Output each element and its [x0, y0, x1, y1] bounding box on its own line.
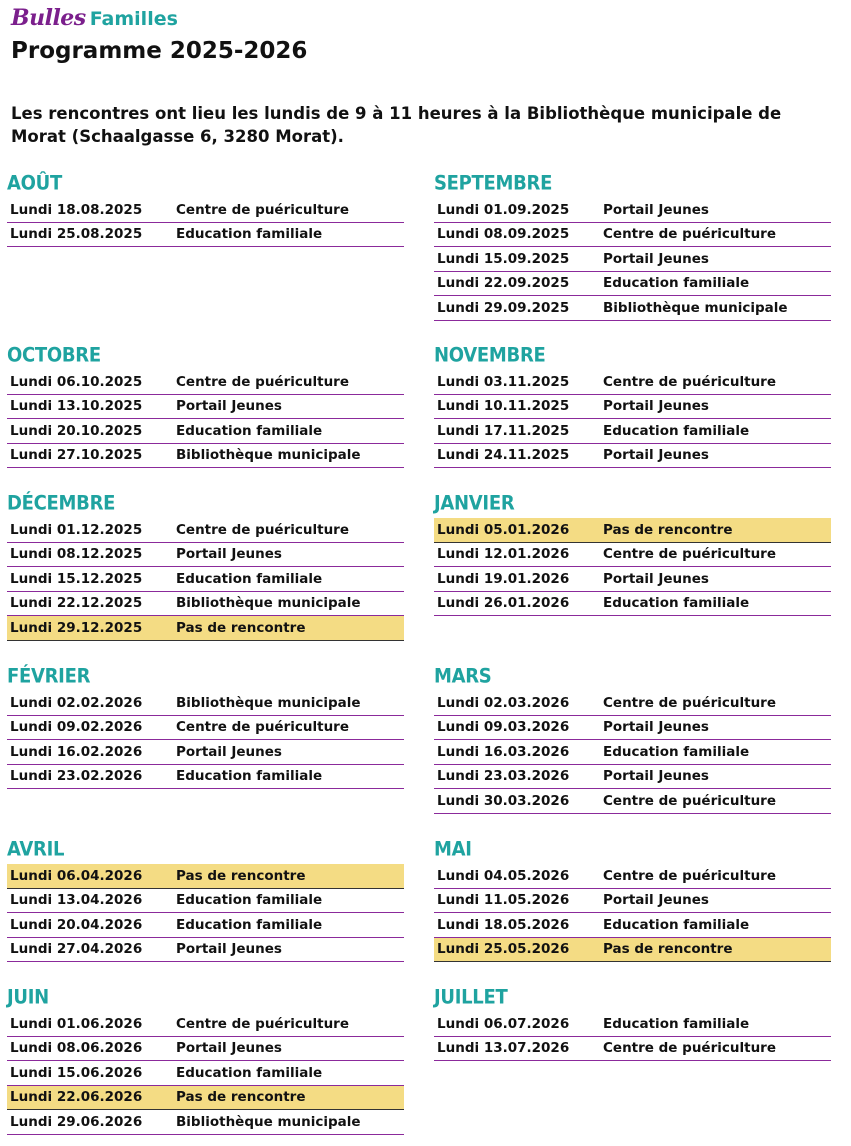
brand-familles: Familles [89, 8, 178, 30]
session-row [434, 1012, 831, 1037]
session-place: Pas de rencontre [176, 867, 306, 884]
session-date: Lundi 20.10.2025 [10, 422, 143, 439]
session-date: Lundi 19.01.2026 [437, 570, 570, 587]
session-date: Lundi 01.06.2026 [10, 1015, 143, 1032]
session-row [434, 444, 831, 469]
month-title: OCTOBRE [7, 344, 101, 367]
month-block [7, 170, 404, 247]
session-place: Centre de puériculture [176, 201, 349, 218]
month-title: AOÛT [7, 172, 62, 195]
month-title: DÉCEMBRE [7, 492, 116, 515]
session-place: Portail Jeunes [176, 546, 282, 563]
session-row-cancelled [7, 864, 404, 889]
session-place: Bibliothèque municipale [603, 299, 788, 316]
session-place: Centre de puériculture [603, 694, 776, 711]
session-row [434, 567, 831, 592]
session-row [434, 691, 831, 716]
month-title: MAI [434, 838, 472, 861]
session-place: Education familiale [603, 1015, 750, 1032]
month-title: SEPTEMBRE [434, 172, 553, 195]
session-date: Lundi 26.01.2026 [437, 595, 570, 612]
session-row [7, 567, 404, 592]
month-block [7, 342, 404, 468]
session-date: Lundi 03.11.2025 [437, 373, 570, 390]
session-row [434, 1037, 831, 1062]
session-date: Lundi 27.04.2026 [10, 941, 143, 958]
month-block [434, 342, 831, 468]
session-date: Lundi 08.12.2025 [10, 546, 143, 563]
session-place: Education familiale [176, 422, 323, 439]
session-date: Lundi 18.05.2026 [437, 916, 570, 933]
session-place: Portail Jeunes [603, 398, 709, 415]
session-row [434, 889, 831, 914]
session-place: Portail Jeunes [603, 201, 709, 218]
session-date: Lundi 22.06.2026 [10, 1089, 143, 1106]
session-row [434, 716, 831, 741]
session-date: Lundi 23.03.2026 [437, 768, 570, 785]
session-place: Centre de puériculture [603, 1040, 776, 1057]
session-place: Education familiale [176, 892, 323, 909]
month-block [7, 663, 404, 789]
session-date: Lundi 15.09.2025 [437, 250, 570, 267]
session-place: Portail Jeunes [603, 768, 709, 785]
session-row [7, 223, 404, 248]
session-place: Education familiale [176, 768, 323, 785]
session-date: Lundi 08.06.2026 [10, 1040, 143, 1057]
session-row [434, 765, 831, 790]
session-date: Lundi 10.11.2025 [437, 398, 570, 415]
month-block [434, 490, 831, 616]
session-place: Education familiale [176, 226, 323, 243]
session-date: Lundi 05.01.2026 [437, 521, 570, 538]
session-date: Lundi 20.04.2026 [10, 916, 143, 933]
session-row [7, 444, 404, 469]
session-row [7, 913, 404, 938]
session-row [7, 419, 404, 444]
month-block [7, 836, 404, 962]
month-title: AVRIL [7, 838, 65, 861]
session-place: Education familiale [176, 1064, 323, 1081]
session-place: Portail Jeunes [603, 719, 709, 736]
session-place: Centre de puériculture [176, 719, 349, 736]
session-place: Pas de rencontre [176, 619, 306, 636]
session-place: Bibliothèque municipale [176, 694, 361, 711]
session-place: Bibliothèque municipale [176, 1113, 361, 1130]
session-row [434, 370, 831, 395]
session-date: Lundi 06.07.2026 [437, 1015, 570, 1032]
session-place: Centre de puériculture [603, 546, 776, 563]
session-row [434, 296, 831, 321]
session-row [434, 913, 831, 938]
session-date: Lundi 25.05.2026 [437, 941, 570, 958]
month-title: JANVIER [434, 492, 515, 515]
session-row [434, 543, 831, 568]
session-date: Lundi 08.09.2025 [437, 226, 570, 243]
session-row [434, 740, 831, 765]
session-date: Lundi 06.10.2025 [10, 373, 143, 390]
session-row [7, 518, 404, 543]
session-row [7, 1061, 404, 1086]
session-row [434, 272, 831, 297]
month-block [434, 836, 831, 962]
session-row [7, 1037, 404, 1062]
session-place: Pas de rencontre [603, 521, 733, 538]
session-row [7, 889, 404, 914]
session-row [434, 198, 831, 223]
session-place: Education familiale [603, 595, 750, 612]
session-place: Portail Jeunes [176, 1040, 282, 1057]
month-title: NOVEMBRE [434, 344, 546, 367]
session-place: Portail Jeunes [176, 398, 282, 415]
intro-text: Les rencontres ont lieu les lundis de 9 à 11 heures à la Bibliothèque municipale de Morat (Schaalgasse 6, 3280 Morat). [11, 104, 782, 146]
session-date: Lundi 13.07.2026 [437, 1040, 570, 1057]
session-row [434, 789, 831, 814]
session-place: Pas de rencontre [603, 941, 733, 958]
session-row [434, 419, 831, 444]
session-date: Lundi 01.09.2025 [437, 201, 570, 218]
brand-logo [11, 5, 178, 35]
session-row [7, 716, 404, 741]
session-row [434, 864, 831, 889]
session-place: Centre de puériculture [603, 373, 776, 390]
session-row [7, 395, 404, 420]
session-date: Lundi 16.03.2026 [437, 743, 570, 760]
session-date: Lundi 18.08.2025 [10, 201, 143, 218]
session-date: Lundi 29.06.2026 [10, 1113, 143, 1130]
month-title: MARS [434, 665, 492, 688]
session-place: Centre de puériculture [176, 373, 349, 390]
session-place: Education familiale [603, 422, 750, 439]
session-row [434, 395, 831, 420]
session-date: Lundi 11.05.2026 [437, 892, 570, 909]
session-row [7, 691, 404, 716]
session-place: Portail Jeunes [603, 892, 709, 909]
session-place: Portail Jeunes [176, 941, 282, 958]
session-place: Education familiale [176, 570, 323, 587]
session-date: Lundi 23.02.2026 [10, 768, 143, 785]
session-date: Lundi 06.04.2026 [10, 867, 143, 884]
session-date: Lundi 16.02.2026 [10, 743, 143, 760]
session-date: Lundi 30.03.2026 [437, 792, 570, 809]
session-date: Lundi 04.05.2026 [437, 867, 570, 884]
session-date: Lundi 29.09.2025 [437, 299, 570, 316]
session-row [434, 592, 831, 617]
session-row [7, 740, 404, 765]
session-row [7, 198, 404, 223]
session-row [7, 1012, 404, 1037]
session-date: Lundi 12.01.2026 [437, 546, 570, 563]
session-place: Bibliothèque municipale [176, 447, 361, 464]
session-date: Lundi 29.12.2025 [10, 619, 143, 636]
brand-bulles: Bulles [11, 5, 86, 31]
session-row [7, 1110, 404, 1135]
session-row-cancelled [434, 518, 831, 543]
session-row [434, 223, 831, 248]
session-place: Centre de puériculture [176, 1015, 349, 1032]
month-title: JUIN [7, 986, 49, 1009]
session-place: Education familiale [176, 916, 323, 933]
session-row-cancelled [434, 938, 831, 963]
session-row-cancelled [7, 616, 404, 641]
session-place: Portail Jeunes [603, 250, 709, 267]
session-date: Lundi 09.03.2026 [437, 719, 570, 736]
session-place: Education familiale [603, 743, 750, 760]
session-date: Lundi 22.09.2025 [437, 275, 570, 292]
session-row [7, 938, 404, 963]
session-place: Centre de puériculture [176, 521, 349, 538]
session-place: Portail Jeunes [603, 447, 709, 464]
session-row [7, 543, 404, 568]
session-place: Portail Jeunes [176, 743, 282, 760]
month-block [7, 490, 404, 641]
month-block [434, 984, 831, 1061]
session-date: Lundi 25.08.2025 [10, 226, 143, 243]
session-row [434, 247, 831, 272]
session-place: Centre de puériculture [603, 867, 776, 884]
session-date: Lundi 15.12.2025 [10, 570, 143, 587]
session-place: Centre de puériculture [603, 792, 776, 809]
session-date: Lundi 17.11.2025 [437, 422, 570, 439]
month-title: JUILLET [434, 986, 508, 1009]
session-date: Lundi 22.12.2025 [10, 595, 143, 612]
month-block [434, 663, 831, 814]
month-title: FÉVRIER [7, 665, 91, 688]
session-date: Lundi 09.02.2026 [10, 719, 143, 736]
session-place: Education familiale [603, 916, 750, 933]
session-place: Bibliothèque municipale [176, 595, 361, 612]
session-date: Lundi 01.12.2025 [10, 521, 143, 538]
session-place: Education familiale [603, 275, 750, 292]
session-date: Lundi 13.10.2025 [10, 398, 143, 415]
session-date: Lundi 24.11.2025 [437, 447, 570, 464]
session-place: Pas de rencontre [176, 1089, 306, 1106]
session-date: Lundi 13.04.2026 [10, 892, 143, 909]
session-date: Lundi 02.02.2026 [10, 694, 143, 711]
session-row [7, 765, 404, 790]
session-date: Lundi 15.06.2026 [10, 1064, 143, 1081]
session-place: Portail Jeunes [603, 570, 709, 587]
session-place: Centre de puériculture [603, 226, 776, 243]
session-date: Lundi 27.10.2025 [10, 447, 143, 464]
session-row-cancelled [7, 1086, 404, 1111]
session-row [7, 592, 404, 617]
month-block [7, 984, 404, 1135]
month-block [434, 170, 831, 321]
session-date: Lundi 02.03.2026 [437, 694, 570, 711]
page-title: Programme 2025-2026 [11, 38, 308, 64]
session-row [7, 370, 404, 395]
